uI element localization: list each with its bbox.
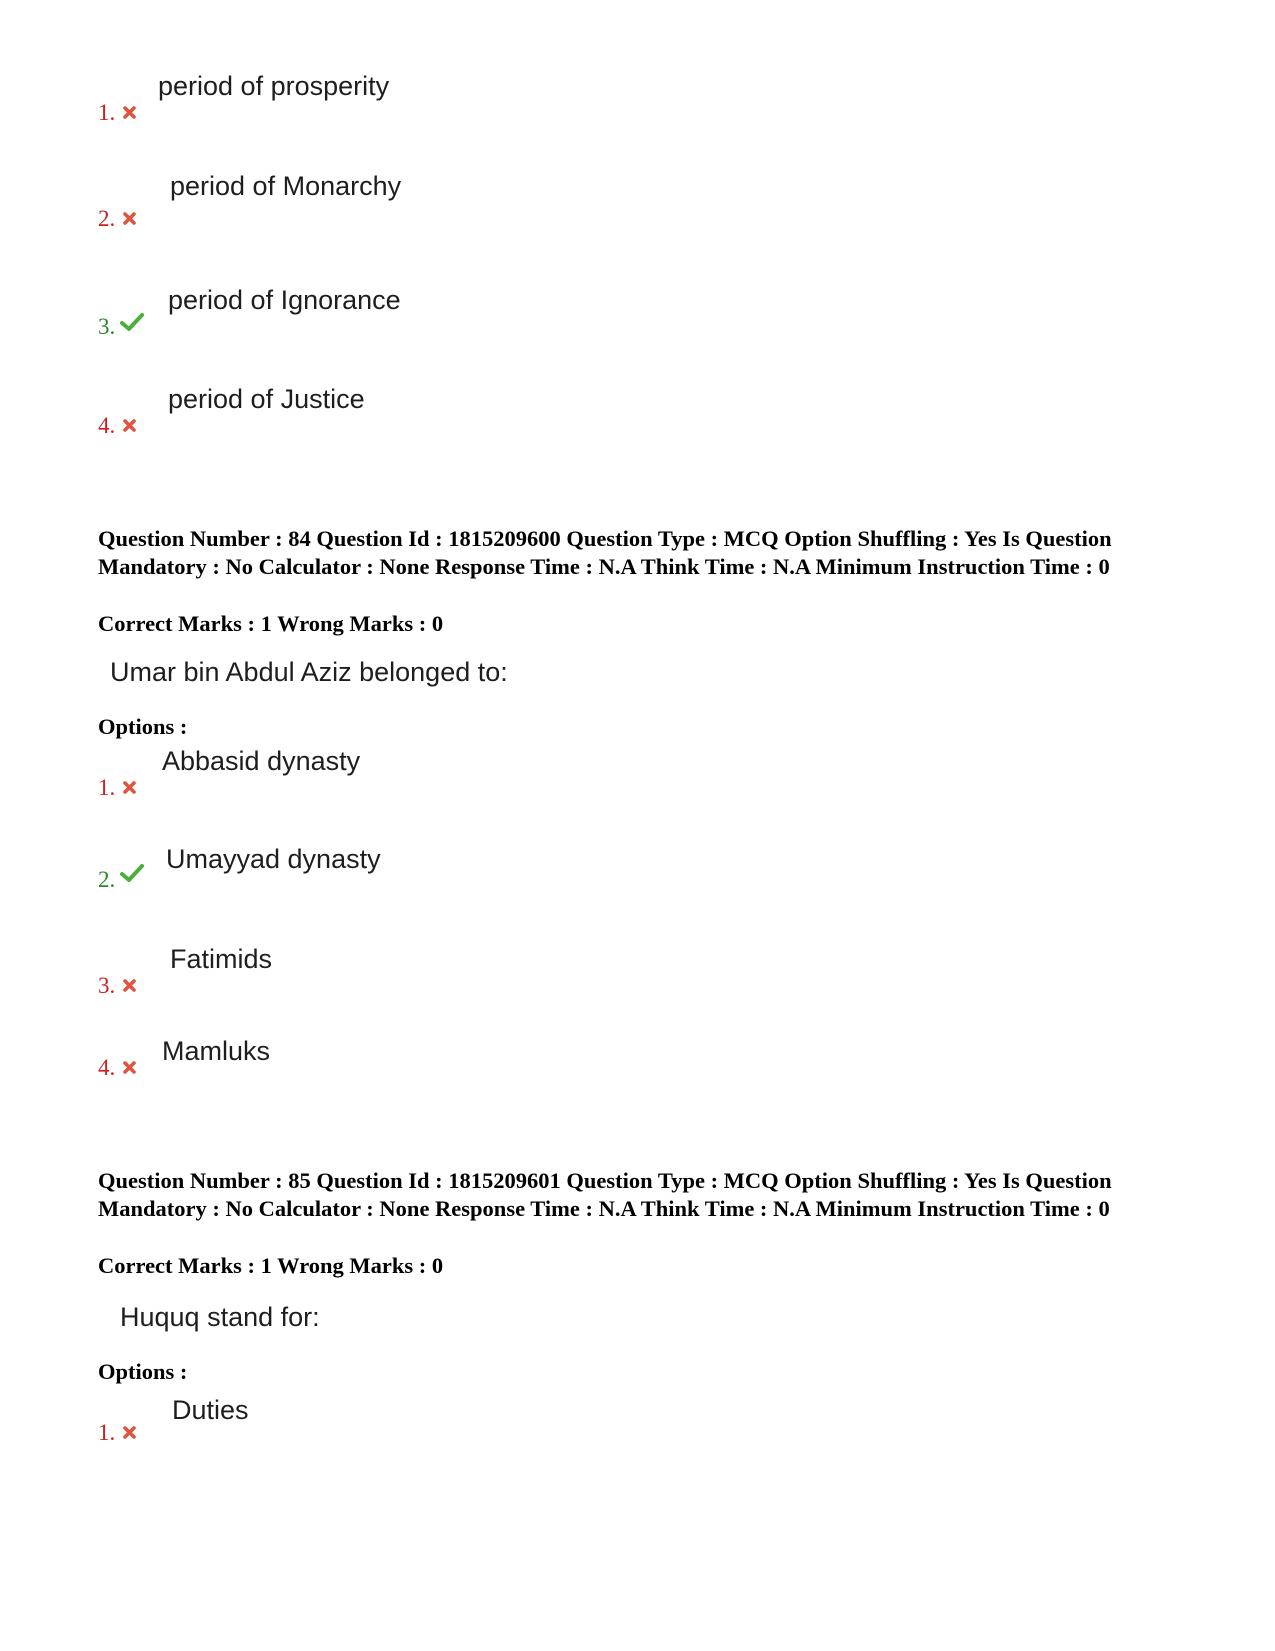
option-row bbox=[0, 284, 1275, 374]
question-marks: Correct Marks : 1 Wrong Marks : 0 bbox=[98, 611, 444, 636]
option-text: period of Justice bbox=[168, 384, 365, 414]
option-number: 4. bbox=[98, 1055, 116, 1080]
option-text: Mamluks bbox=[162, 1036, 271, 1066]
cross-icon bbox=[122, 418, 137, 433]
question-text: Huquq stand for: bbox=[120, 1302, 320, 1332]
option-number: 4. bbox=[98, 413, 116, 438]
option-text: period of Ignorance bbox=[168, 285, 401, 315]
question-marks: Correct Marks : 1 Wrong Marks : 0 bbox=[98, 1253, 444, 1278]
cross-icon bbox=[122, 211, 137, 226]
option-number: 2. bbox=[98, 206, 116, 231]
option-row bbox=[0, 1394, 1275, 1484]
option-text: Fatimids bbox=[170, 944, 273, 974]
option-number: 1. bbox=[98, 100, 116, 125]
option-row bbox=[0, 170, 1275, 260]
option-row bbox=[0, 1035, 1275, 1125]
option-row bbox=[0, 843, 1275, 933]
option-text: Umayyad dynasty bbox=[166, 844, 381, 874]
options-label: Options : bbox=[98, 1359, 188, 1384]
question-meta: Question Number : 85 Question Id : 1815209601 Question Type : MCQ Option Shuffling : Yes Is Question Mandatory : No Calculator : None Response Time : N.A Think Time : N.A Minimum Instruction Time : 0 bbox=[98, 1168, 1112, 1221]
option-number: 3. bbox=[98, 314, 116, 339]
cross-icon bbox=[122, 780, 137, 795]
cross-icon bbox=[122, 978, 137, 993]
option-number: 3. bbox=[98, 973, 116, 998]
option-row bbox=[0, 383, 1275, 473]
option-text: Duties bbox=[172, 1395, 249, 1425]
option-row bbox=[0, 943, 1275, 1033]
question-meta: Question Number : 84 Question Id : 1815209600 Question Type : MCQ Option Shuffling : Yes Is Question Mandatory : No Calculator : None Response Time : N.A Think Time : N.A Minimum Instruction Time : 0 bbox=[98, 526, 1112, 579]
cross-icon bbox=[122, 1425, 137, 1440]
check-icon bbox=[120, 312, 144, 332]
option-text: period of prosperity bbox=[158, 71, 390, 101]
option-row bbox=[0, 70, 1275, 160]
option-text: Abbasid dynasty bbox=[162, 746, 361, 776]
option-text: period of Monarchy bbox=[170, 171, 402, 201]
cross-icon bbox=[122, 1060, 137, 1075]
option-number: 1. bbox=[98, 1420, 116, 1445]
option-number: 2. bbox=[98, 867, 116, 892]
options-label: Options : bbox=[98, 714, 188, 739]
option-row bbox=[0, 745, 1275, 835]
check-icon bbox=[120, 863, 144, 883]
option-number: 1. bbox=[98, 775, 116, 800]
cross-icon bbox=[122, 105, 137, 120]
question-text: Umar bin Abdul Aziz belonged to: bbox=[110, 657, 508, 687]
